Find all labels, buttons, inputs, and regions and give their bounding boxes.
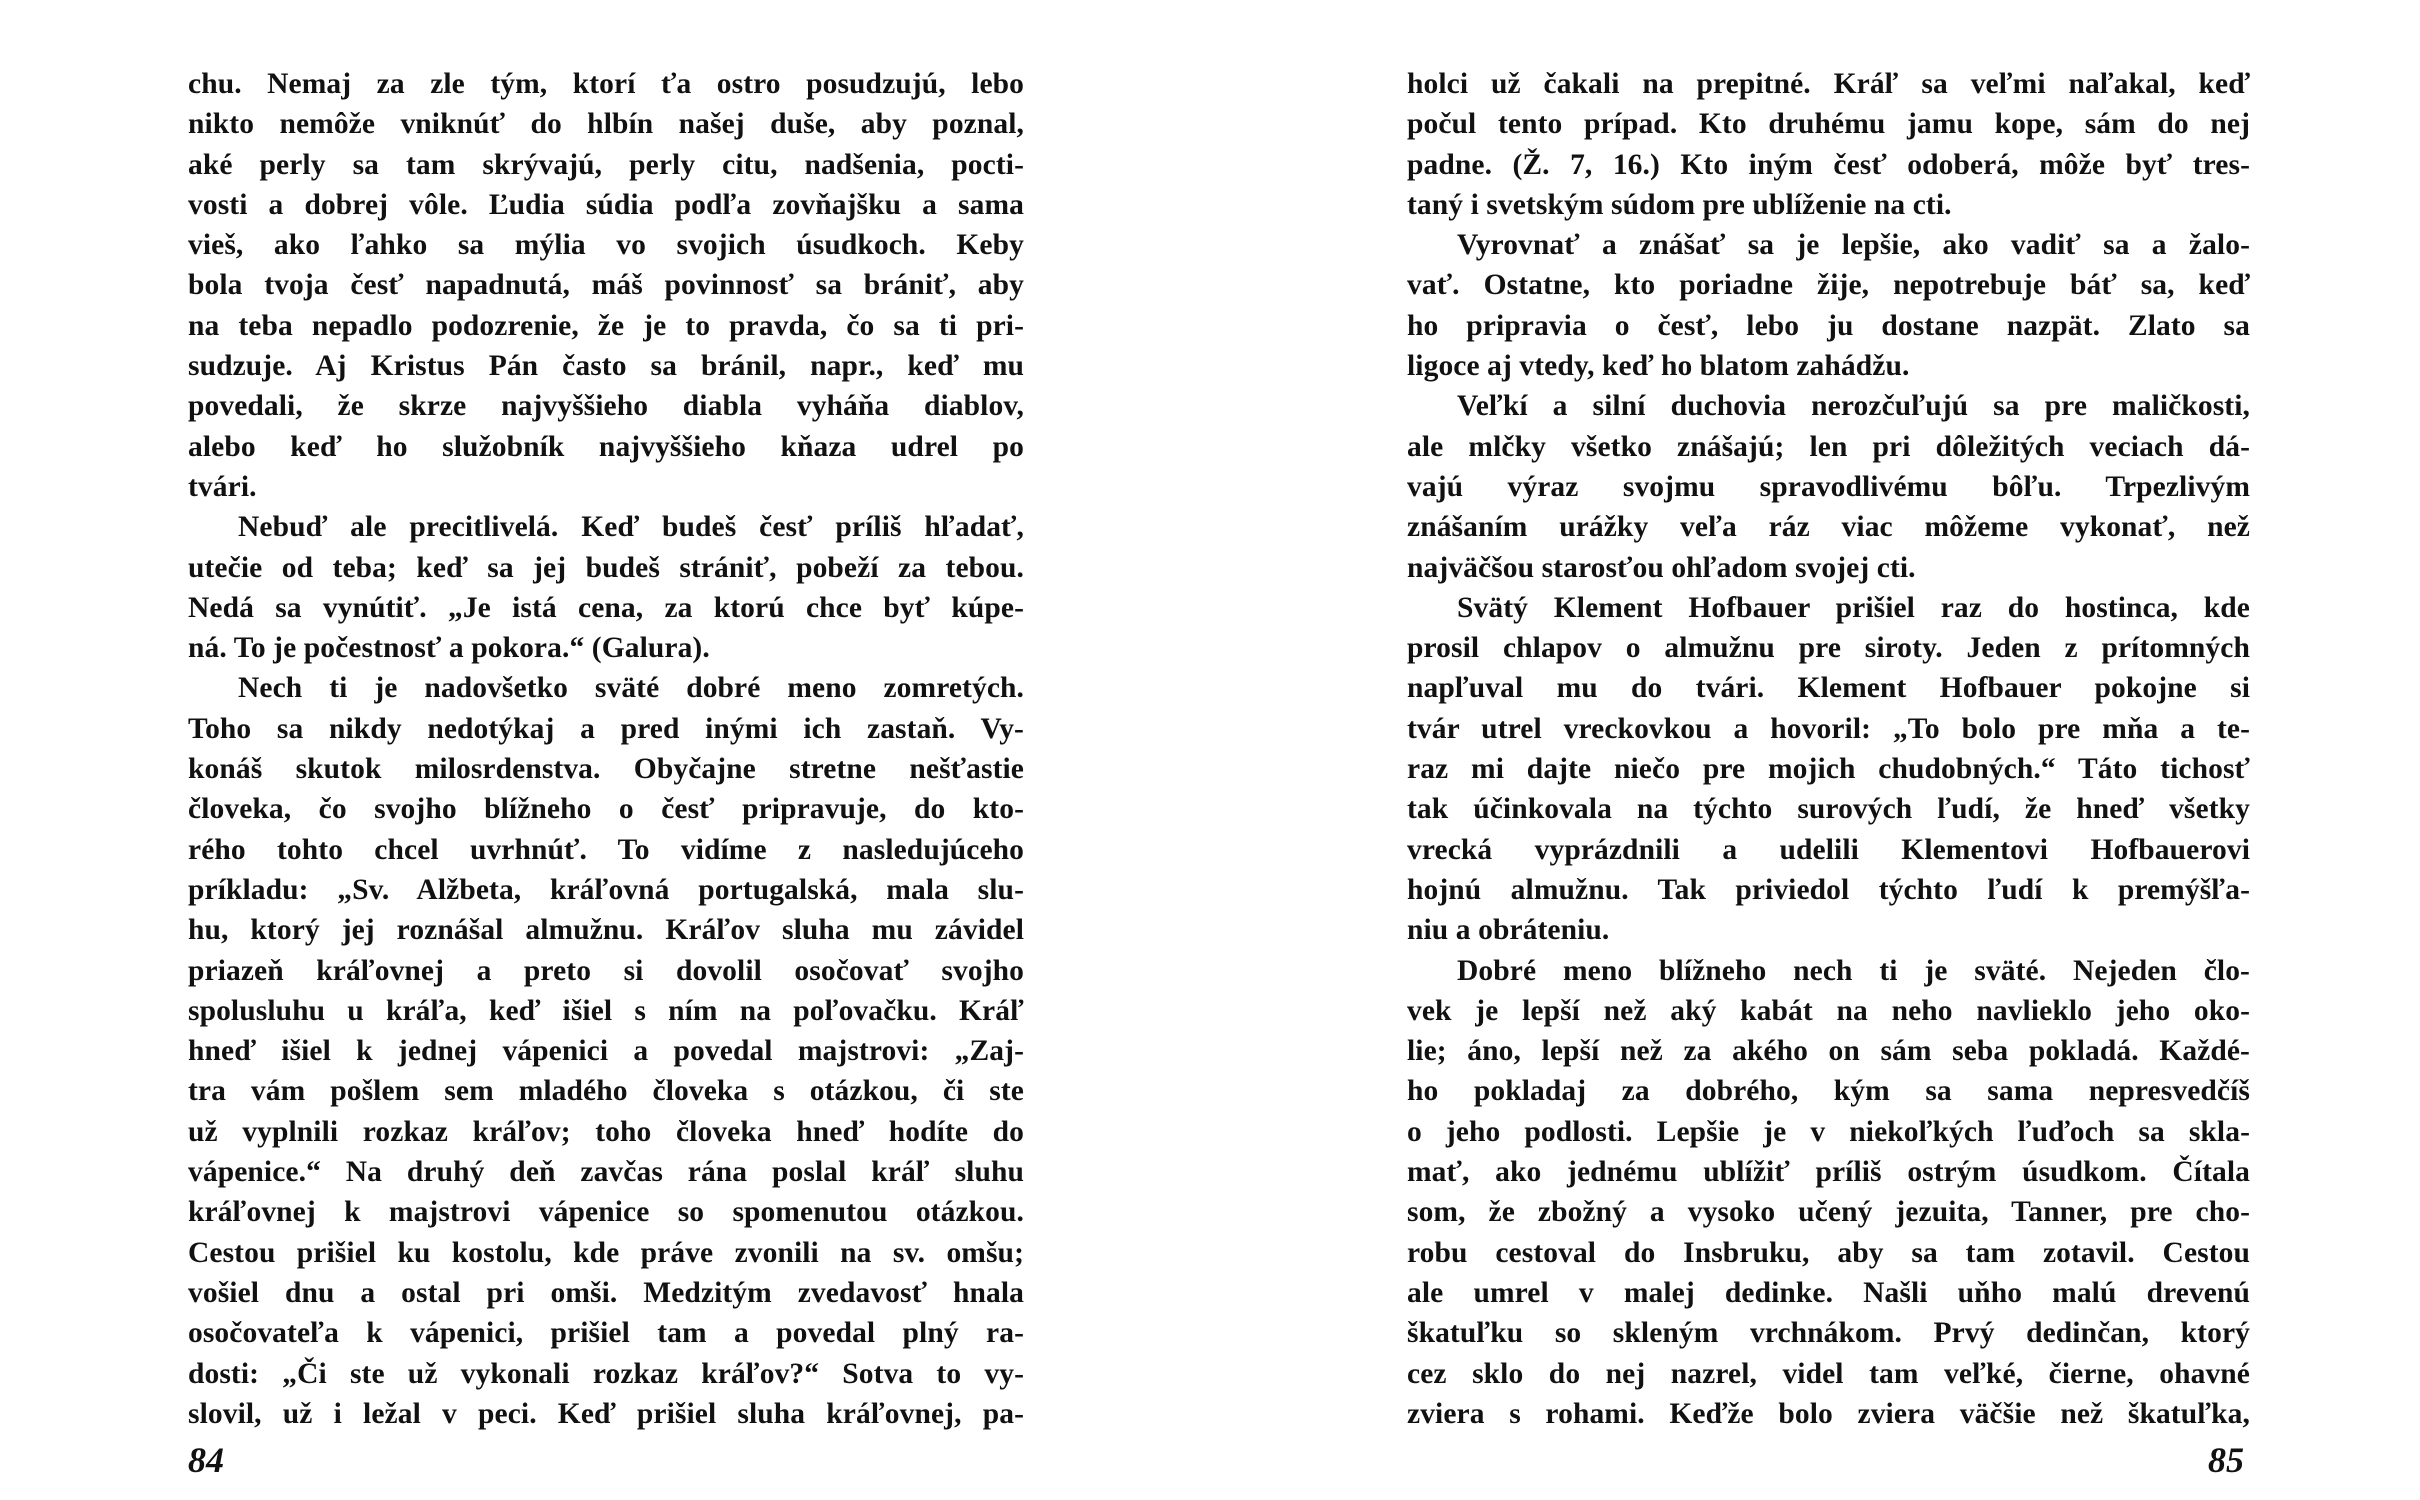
text-line: Toho sa nikdy nedotýkaj a pred inými ich zastaň. Vy- xyxy=(188,712,1024,745)
text-line: konáš skutok milosrdenstva. Obyčajne stretne nešťastie xyxy=(188,753,1024,786)
text-line: alebo keď ho služobník najvyššieho kňaza udrel po xyxy=(188,430,1024,463)
text-line: tvár utrel vreckovkou a hovoril: „To bolo pre mňa a te- xyxy=(1407,712,2250,745)
right-page xyxy=(1210,0,2420,1500)
text-line: som, že zbožný a vysoko učený jezuita, Tanner, pre cho- xyxy=(1407,1196,2250,1229)
text-line: mať, ako jednému ublížiť príliš ostrým úsudkom. Čítala xyxy=(1407,1156,2250,1189)
text-line: ná. To je počestnosť a pokora.“ (Galura). xyxy=(188,632,710,665)
text-line: tvári. xyxy=(188,470,257,503)
text-line: padne. (Ž. 7, 16.) Kto iným česť odoberá, môže byť tres- xyxy=(1407,148,2250,181)
text-line: hu, ktorý jej roznášal almužnu. Kráľov sluha mu závidel xyxy=(188,914,1024,947)
text-line: Veľkí a silní duchovia nerozčuľujú sa pre maličkosti, xyxy=(1457,390,2250,423)
text-line: ho pokladaj za dobrého, kým sa sama nepresvedčíš xyxy=(1407,1075,2250,1108)
right-page-text xyxy=(1407,64,2250,1434)
text-line: vek je lepší než aký kabát na neho navlieklo jeho oko- xyxy=(1407,994,2250,1027)
text-line: chu. Nemaj za zle tým, ktorí ťa ostro posudzujú, lebo xyxy=(188,68,1024,100)
text-line: človeka, čo svojho blížneho o česť pripravuje, do kto- xyxy=(188,793,1024,826)
text-line: už vyplnili rozkaz kráľov; toho človeka hneď hodíte do xyxy=(188,1115,1024,1148)
text-line: slovil, už i ležal v peci. Keď prišiel sluha kráľovnej, pa- xyxy=(188,1397,1024,1430)
text-line: vieš, ako ľahko sa mýlia vo svojich úsudkoch. Keby xyxy=(188,229,1024,262)
text-line: ale umrel v malej dedinke. Našli uňho malú drevenú xyxy=(1407,1276,2250,1309)
text-line: dosti: „Či ste už vykonali rozkaz kráľov?“ Sotva to vy- xyxy=(188,1357,1024,1390)
text-line: priazeň kráľovnej a preto si dovolil osočovať svojho xyxy=(188,954,1024,987)
text-line: taný i svetským súdom pre ublíženie na cti. xyxy=(1407,188,1952,221)
text-line: povedali, že skrze najvyššieho diabla vyháňa diablov, xyxy=(188,390,1024,423)
text-line: hneď išiel k jednej vápenici a povedal majstrovi: „Zaj- xyxy=(188,1035,1024,1068)
text-line: spolusluhu u kráľa, keď išiel s ním na poľovačku. Kráľ xyxy=(188,994,1024,1027)
text-line: vosti a dobrej vôle. Ľudia súdia podľa zovňajšku a sama xyxy=(188,188,1024,221)
text-line: Nebuď ale precitlivelá. Keď budeš česť príliš hľadať, xyxy=(238,511,1024,544)
text-line: rého tohto chcel uvrhnúť. To vidíme z nasledujúceho xyxy=(188,833,1024,866)
text-line: napľuval mu do tvári. Klement Hofbauer pokojne si xyxy=(1407,672,2250,705)
text-line: aké perly sa tam skrývajú, perly citu, nadšenia, pocti- xyxy=(188,148,1024,181)
left-page-text xyxy=(188,64,1024,1434)
text-line: sudzuje. Aj Kristus Pán často sa bránil, napr., keď mu xyxy=(188,350,1024,383)
text-line: vápenice.“ Na druhý deň zavčas rána poslal kráľ sluhu xyxy=(188,1156,1024,1189)
text-line: najväčšou starosťou ohľadom svojej cti. xyxy=(1407,551,1916,584)
text-line: ligoce aj vtedy, keď ho blatom zahádžu. xyxy=(1407,350,1910,383)
text-line: Svätý Klement Hofbauer prišiel raz do hostinca, kde xyxy=(1457,591,2250,624)
text-line: znášaním urážky veľa ráz viac môžeme vykonať, než xyxy=(1407,511,2250,544)
text-line: holci už čakali na prepitné. Kráľ sa veľmi naľakal, keď xyxy=(1407,68,2250,100)
text-line: o jeho podlosti. Lepšie je v niekoľkých ľuďoch sa skla- xyxy=(1407,1115,2250,1148)
text-line: cez sklo do nej nazrel, videl tam veľké, čierne, ohavné xyxy=(1407,1357,2250,1390)
text-line: osočovateľa k vápenici, prišiel tam a povedal plný ra- xyxy=(188,1317,1024,1350)
text-line: Cestou prišiel ku kostolu, kde práve zvonili na sv. omšu; xyxy=(188,1236,1024,1269)
text-line: bola tvoja česť napadnutá, máš povinnosť sa brániť, aby xyxy=(188,269,1024,302)
text-line: Vyrovnať a znášať sa je lepšie, ako vadiť sa a žalo- xyxy=(1457,229,2250,262)
text-line: zviera s rohami. Keďže bolo zviera väčšie než škatuľka, xyxy=(1407,1397,2250,1430)
text-line: hojnú almužnu. Tak priviedol týchto ľudí k premýšľa- xyxy=(1407,873,2250,906)
text-line: niu a obráteniu. xyxy=(1407,914,1610,947)
text-line: kráľovnej k majstrovi vápenice so spomenutou otázkou. xyxy=(188,1196,1024,1229)
text-line: príkladu: „Sv. Alžbeta, kráľovná portugalská, mala slu- xyxy=(188,873,1024,906)
text-line: ho pripravia o česť, lebo ju dostane nazpät. Zlato sa xyxy=(1407,309,2250,342)
left-page-number: 84 xyxy=(188,1440,224,1480)
text-line: Nedá sa vynútiť. „Je istá cena, za ktorú chce byť kúpe- xyxy=(188,591,1024,624)
text-line: utečie od teba; keď sa jej budeš strániť, pobeží za tebou. xyxy=(188,551,1024,584)
text-line: škatuľku so skleným vrchnákom. Prvý dedinčan, ktorý xyxy=(1407,1317,2250,1350)
text-line: Nech ti je nadovšetko sväté dobré meno zomretých. xyxy=(238,672,1024,705)
text-line: robu cestoval do Insbruku, aby sa tam zotavil. Cestou xyxy=(1407,1236,2250,1269)
text-line: vajú výraz svojmu spravodlivému bôľu. Trpezlivým xyxy=(1407,470,2250,503)
text-line: tra vám pošlem sem mladého človeka s otázkou, či ste xyxy=(188,1075,1024,1108)
right-page-number: 85 xyxy=(2208,1440,2244,1480)
text-line: na teba nepadlo podozrenie, že je to pravda, čo sa ti pri- xyxy=(188,309,1024,342)
text-line: nikto nemôže vniknúť do hlbín našej duše, aby poznal, xyxy=(188,108,1024,141)
text-line: vošiel dnu a ostal pri omši. Medzitým zvedavosť hnala xyxy=(188,1276,1024,1309)
text-line: raz mi dajte niečo pre mojich chudobných.“ Táto tichosť xyxy=(1407,753,2250,786)
text-line: počul tento prípad. Kto druhému jamu kope, sám do nej xyxy=(1407,108,2250,141)
text-line: lie; áno, lepší než za akého on sám seba pokladá. Každé- xyxy=(1407,1035,2250,1068)
text-line: prosil chlapov o almužnu pre siroty. Jeden z prítomných xyxy=(1407,632,2250,665)
text-line: Dobré meno blížneho nech ti je sväté. Nejeden člo- xyxy=(1457,954,2250,987)
text-line: vrecká vyprázdnili a udelili Klementovi Hofbauerovi xyxy=(1407,833,2250,866)
text-line: ale mlčky všetko znášajú; len pri dôležitých veciach dá- xyxy=(1407,430,2250,463)
text-line: vať. Ostatne, kto poriadne žije, nepotrebuje báť sa, keď xyxy=(1407,269,2250,302)
text-line: tak účinkovala na týchto surových ľudí, že hneď všetky xyxy=(1407,793,2250,826)
